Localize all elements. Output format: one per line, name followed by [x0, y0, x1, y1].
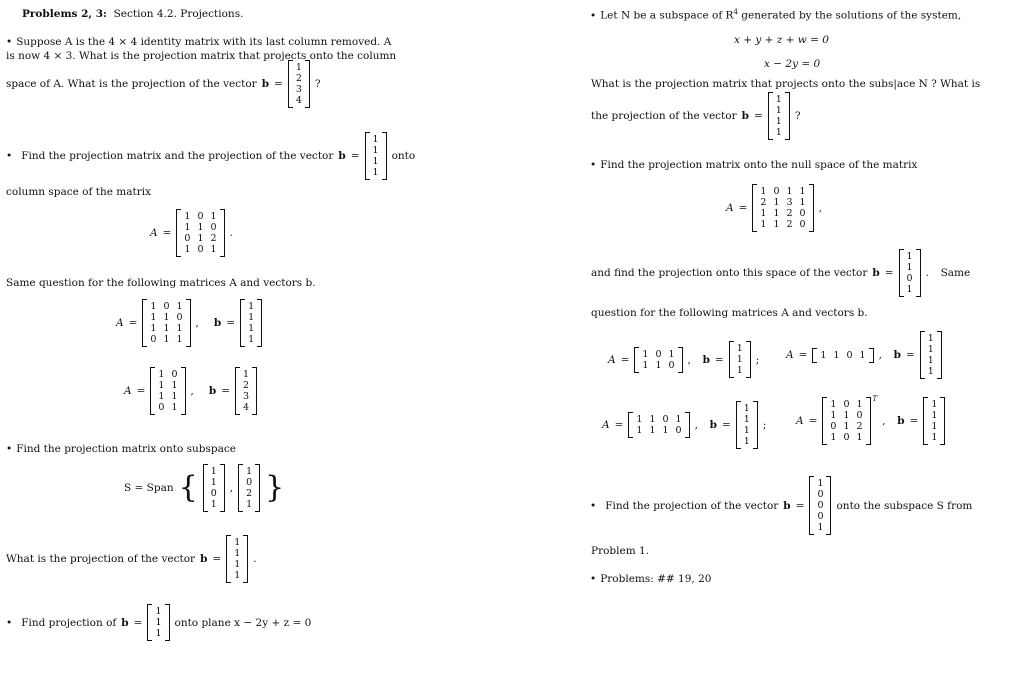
p1-qmark: ?: [314, 78, 321, 90]
bullet-icon: •: [6, 443, 13, 455]
matrix-entry: 1: [736, 343, 743, 354]
left-brace-icon: {: [178, 470, 198, 505]
r2-same: Same: [940, 267, 971, 279]
r7-vector: [809, 476, 831, 535]
r6-matrix: [822, 397, 870, 445]
bracket-right: [165, 604, 170, 641]
matrix-entry: 3: [786, 197, 793, 208]
bracket-right: [257, 299, 262, 347]
matrix-entry: 1: [176, 301, 183, 312]
m3-vector: [240, 299, 262, 347]
matrix-entry: 1: [760, 208, 767, 219]
r2-vector: [899, 249, 921, 297]
bracket-right: [746, 341, 751, 378]
bracket-right: [186, 299, 191, 347]
matrix-entry: 0: [817, 511, 824, 522]
m3-eq: A = 1 0 1 1 1 0 1 1 1 0 1 1 , b = 1 1 1 1: [116, 299, 262, 347]
r2-text: Find the projection matrix onto the null space of the matrix: [600, 159, 918, 171]
matrix-entry: 0: [817, 489, 824, 500]
matrix-entry: 1: [820, 349, 827, 361]
matrix-entry: 3: [295, 84, 302, 95]
bracket-right: [937, 331, 942, 379]
matrix-entry: 1: [176, 323, 183, 334]
matrix-entry: 1: [775, 94, 782, 105]
bracket-right: [869, 348, 874, 363]
matrix-entry: 0: [158, 402, 165, 413]
r3-vector: [729, 341, 751, 378]
matrix-entry: 1: [197, 222, 204, 233]
p3-question: What is the projection of the vector b = 1 1 1 1 .: [6, 537, 257, 581]
matrix-entry: 1: [817, 522, 824, 533]
r1-text: Let N be a subspace of R: [600, 9, 734, 22]
matrix-entry: 1: [248, 323, 255, 334]
p1-line1-text: Suppose A is the 4 × 4 identity matrix with its last column removed. A: [16, 36, 392, 48]
heading-bold: Problems 2, 3:: [22, 8, 107, 20]
r1-tail: generated by the solutions of the system,: [741, 9, 962, 22]
matrix-entry: 0: [846, 349, 853, 361]
span-vector-1: [203, 464, 225, 512]
p3-line1: [6, 443, 236, 455]
matrix-entry: 0: [655, 348, 662, 360]
p2-text: Find the projection matrix and the projection of the vector: [21, 150, 334, 162]
b-symbol: b: [261, 78, 270, 90]
p2-matrix-eq: A = 1 0 1 1 1 0 0 1 2 1 0 1 .: [150, 211, 233, 255]
bracket-right: [866, 397, 871, 445]
r6-eq: A = 1 0 1 1 1 0 0 1 2 1 0 1 T , b = 1 1 1 1: [796, 397, 945, 445]
matrix-entry: 1: [155, 628, 162, 639]
matrix-entry: 1: [210, 477, 217, 488]
r7-problem: Problem 1.: [591, 545, 650, 557]
r2-and-text: and find the projection onto this space of the vector: [591, 267, 868, 279]
matrix-entry: 0: [856, 410, 863, 421]
matrix-entry: 1: [773, 219, 780, 230]
matrix-entry: 1: [197, 233, 204, 244]
matrix-entry: 1: [636, 414, 643, 425]
matrix-entry: 1: [775, 127, 782, 138]
r4-eq: A = 1 1 0 1 , b = 1 1 1 1: [786, 331, 942, 379]
matrix-entry: 1: [830, 410, 837, 421]
bullet-icon: •: [590, 499, 597, 512]
matrix-entry: 1: [927, 344, 934, 355]
bullet-icon: •: [590, 159, 597, 171]
matrix-entry: 1: [799, 197, 806, 208]
bracket-right: [916, 249, 921, 297]
matrix-entry: 0: [773, 186, 780, 197]
matrix-entry: 1: [927, 333, 934, 344]
bullet-icon: •: [6, 36, 13, 48]
r4-matrix: [812, 348, 873, 363]
matrix-entry: 1: [736, 365, 743, 376]
matrix-entry: 1: [234, 537, 241, 548]
matrix-entry: 1: [856, 432, 863, 443]
m4-eq: A = 1 0 1 1 1 1 0 1 , b = 1 2 3 4: [124, 367, 257, 415]
matrix-entry: 1: [760, 219, 767, 230]
bracket-right: [255, 464, 260, 512]
r7-tail: onto the subspace S from: [836, 499, 973, 512]
matrix-entry: 2: [856, 421, 863, 432]
bracket-right: [753, 401, 758, 449]
p3-text: Find the projection matrix onto subspace: [16, 443, 236, 455]
matrix-entry: 1: [743, 436, 750, 447]
matrix-entry: 0: [906, 273, 913, 284]
r7-line: • Find the projection of the vector b = 1 0 0 0 1 onto the subspace S from: [590, 478, 973, 533]
matrix-entry: 0: [150, 334, 157, 345]
matrix-entry: 0: [843, 432, 850, 443]
bracket-right: [678, 347, 683, 373]
bullet-icon: •: [590, 573, 597, 585]
r2-matrix: [752, 184, 813, 232]
r1-sup: 4: [733, 8, 738, 16]
matrix-entry: 1: [184, 244, 191, 255]
heading-rest: Section 4.2. Projections.: [113, 8, 244, 20]
matrix-entry: 1: [246, 466, 253, 477]
matrix-entry: 1: [210, 244, 217, 255]
matrix-entry: 1: [171, 391, 178, 402]
bracket-right: [181, 367, 186, 415]
matrix-entry: 1: [931, 410, 938, 421]
r1-vector: [768, 92, 790, 140]
r3-eq: A = 1 0 1 1 1 0 , b = 1 1 1 ;: [608, 343, 760, 376]
matrix-entry: 1: [243, 369, 250, 380]
r4-vector: [920, 331, 942, 379]
matrix-entry: 0: [210, 222, 217, 233]
matrix-entry: 1: [743, 403, 750, 414]
matrix-entry: 1: [295, 62, 302, 73]
matrix-entry: 1: [636, 425, 643, 436]
p2-line1: • Find the projection matrix and the projection of the vector b = 1 1 1 1 onto: [6, 134, 416, 178]
matrix-entry: 2: [210, 233, 217, 244]
matrix-entry: 1: [171, 402, 178, 413]
matrix-entry: 1: [372, 134, 379, 145]
r1-question-2: the projection of the vector b = 1 1 1 1 ?: [591, 94, 801, 138]
matrix-entry: 1: [906, 251, 913, 262]
matrix-entry: 0: [668, 359, 675, 371]
matrix-entry: 1: [775, 116, 782, 127]
span-label: S = Span: [124, 482, 174, 494]
matrix-entry: 1: [931, 399, 938, 410]
matrix-entry: 1: [799, 186, 806, 197]
bullet-icon: •: [590, 9, 597, 22]
matrix-entry: 1: [158, 369, 165, 380]
matrix-entry: 1: [171, 380, 178, 391]
same-question: Same question for the following matrices A and vectors b.: [6, 277, 316, 289]
matrix-entry: 0: [843, 399, 850, 410]
r8-text: Problems: ## 19, 20: [600, 573, 712, 585]
matrix-entry: 2: [246, 488, 253, 499]
matrix-entry: 1: [906, 284, 913, 295]
r2-same-line2: question for the following matrices A and vectors b.: [591, 307, 868, 319]
matrix-entry: 1: [372, 145, 379, 156]
matrix-entry: 1: [906, 262, 913, 273]
matrix-entry: 1: [184, 211, 191, 222]
m4-matrix: [150, 367, 185, 415]
matrix-entry: 1: [163, 312, 170, 323]
matrix-entry: 0: [799, 208, 806, 219]
p2-vector: [365, 132, 387, 180]
matrix-entry: 1: [931, 432, 938, 443]
span-eq: S = Span { 1 1 0 1 , 1 0 2 1 }: [124, 466, 285, 510]
matrix-entry: 1: [649, 425, 656, 436]
matrix-entry: 0: [246, 477, 253, 488]
matrix-entry: 1: [649, 414, 656, 425]
matrix-entry: 1: [210, 466, 217, 477]
span-vector-2: [238, 464, 260, 512]
matrix-entry: 1: [675, 414, 682, 425]
r6-vector: [923, 397, 945, 445]
matrix-entry: 1: [642, 348, 649, 360]
matrix-entry: 1: [155, 617, 162, 628]
matrix-entry: 1: [150, 323, 157, 334]
matrix-entry: 1: [931, 421, 938, 432]
p3-question-text: What is the projection of the vector: [6, 553, 196, 565]
matrix-entry: 0: [817, 500, 824, 511]
matrix-entry: 1: [248, 334, 255, 345]
matrix-entry: 4: [243, 402, 250, 413]
section-heading: [22, 8, 243, 20]
matrix-entry: 0: [176, 312, 183, 323]
bracket-right: [252, 367, 257, 415]
matrix-entry: 1: [927, 355, 934, 366]
matrix-entry: 1: [773, 197, 780, 208]
matrix-entry: 1: [786, 186, 793, 197]
matrix-entry: 0: [830, 421, 837, 432]
bracket-right: [220, 464, 225, 512]
matrix-entry: 1: [248, 312, 255, 323]
p2-matrix: [176, 209, 224, 257]
right-brace-icon: }: [265, 470, 285, 505]
matrix-entry: 1: [246, 499, 253, 510]
bracket-right: [940, 397, 945, 445]
bullet-icon: •: [6, 616, 13, 629]
matrix-entry: 1: [856, 399, 863, 410]
r1-qmark: ?: [794, 110, 801, 122]
matrix-entry: 1: [150, 301, 157, 312]
r2-and-line: and find the projection onto this space of the vector b = 1 1 0 1 . Same: [591, 251, 971, 295]
matrix-entry: 1: [655, 359, 662, 371]
matrix-entry: 1: [662, 425, 669, 436]
matrix-entry: 0: [197, 211, 204, 222]
matrix-entry: 1: [176, 334, 183, 345]
matrix-entry: 0: [799, 219, 806, 230]
matrix-entry: 1: [830, 399, 837, 410]
r1-question-2-text: the projection of the vector: [591, 110, 737, 122]
bracket-right: [382, 132, 387, 180]
matrix-entry: 1: [743, 414, 750, 425]
matrix-entry: 1: [248, 301, 255, 312]
bracket-right: [220, 209, 225, 257]
matrix-entry: 3: [243, 391, 250, 402]
matrix-entry: 1: [158, 391, 165, 402]
m4-vector: [235, 367, 257, 415]
matrix-entry: 0: [662, 414, 669, 425]
p1-line1: [6, 36, 391, 48]
matrix-entry: 1: [830, 432, 837, 443]
bullet-icon: •: [6, 150, 13, 162]
matrix-entry: 1: [210, 499, 217, 510]
r2-matrix-eq: A = 1 0 1 1 2 1 3 1 1 1 2 0 1 1 2 0 ,: [726, 186, 822, 230]
matrix-entry: 1: [773, 208, 780, 219]
matrix-entry: 1: [158, 380, 165, 391]
m3-matrix: [142, 299, 190, 347]
matrix-entry: 0: [675, 425, 682, 436]
matrix-entry: 1: [833, 349, 840, 361]
p1-line3-text: space of A. What is the projection of the vector: [6, 78, 257, 90]
matrix-entry: 0: [184, 233, 191, 244]
bracket-right: [305, 60, 310, 108]
r2-line1: [590, 159, 917, 171]
matrix-entry: 0: [210, 488, 217, 499]
p2-onto: onto: [391, 150, 416, 162]
matrix-entry: 2: [243, 380, 250, 391]
r5-vector: [736, 401, 758, 449]
p4-text: Find projection of: [21, 616, 117, 629]
matrix-entry: 1: [234, 548, 241, 559]
matrix-entry: 0: [171, 369, 178, 380]
r1-line1: [590, 8, 961, 22]
p4-line: • Find projection of b = 1 1 1 onto plane x − 2y + z = 0: [6, 606, 312, 639]
matrix-entry: 2: [760, 197, 767, 208]
bracket-right: [785, 92, 790, 140]
p4-vector: [147, 604, 169, 641]
bracket-right: [685, 412, 690, 438]
matrix-entry: 1: [775, 105, 782, 116]
matrix-entry: 1: [843, 410, 850, 421]
r3-matrix: [634, 347, 682, 373]
bracket-right: [809, 184, 814, 232]
bracket-right: [243, 535, 248, 583]
bracket-right: [826, 476, 831, 535]
matrix-entry: 1: [372, 156, 379, 167]
transpose-mark: T: [872, 395, 878, 403]
equation-1: x + y + z + w = 0: [734, 34, 829, 46]
matrix-entry: 0: [197, 244, 204, 255]
matrix-entry: 4: [295, 95, 302, 106]
matrix-entry: 1: [642, 359, 649, 371]
r8-line: [590, 573, 711, 585]
matrix-entry: 1: [668, 348, 675, 360]
matrix-entry: 1: [372, 167, 379, 178]
matrix-entry: 0: [163, 301, 170, 312]
matrix-entry: 1: [210, 211, 217, 222]
equation-2: x − 2y = 0: [764, 58, 821, 70]
matrix-entry: 2: [295, 73, 302, 84]
matrix-entry: 2: [786, 219, 793, 230]
p1-line2: is now 4 × 3. What is the projection matrix that projects onto the column: [6, 50, 397, 62]
r5-eq: A = 1 1 0 1 1 1 1 0 , b = 1 1 1 1 ;: [602, 403, 767, 447]
matrix-entry: 1: [927, 366, 934, 377]
r5-matrix: [628, 412, 689, 438]
p1-line3: space of A. What is the projection of the vector b = 1 2 3 4 ?: [6, 62, 321, 106]
matrix-entry: 1: [843, 421, 850, 432]
p3-vector: [226, 535, 248, 583]
p2-line2: column space of the matrix: [6, 186, 151, 198]
p4-tail: onto plane x − 2y + z = 0: [174, 616, 312, 629]
matrix-entry: 1: [155, 606, 162, 617]
matrix-entry: 1: [743, 425, 750, 436]
p1-vector: [288, 60, 310, 108]
matrix-entry: 1: [859, 349, 866, 361]
matrix-entry: 1: [736, 354, 743, 365]
r1-question: What is the projection matrix that projects onto the subs|ace N ? What is: [591, 78, 981, 90]
matrix-entry: 1: [234, 559, 241, 570]
matrix-entry: 1: [184, 222, 191, 233]
matrix-entry: 1: [163, 334, 170, 345]
matrix-entry: 2: [786, 208, 793, 219]
matrix-entry: 1: [163, 323, 170, 334]
matrix-entry: 1: [760, 186, 767, 197]
matrix-entry: 1: [150, 312, 157, 323]
matrix-entry: 1: [234, 570, 241, 581]
r7-text: Find the projection of the vector: [605, 499, 779, 512]
matrix-entry: 1: [817, 478, 824, 489]
